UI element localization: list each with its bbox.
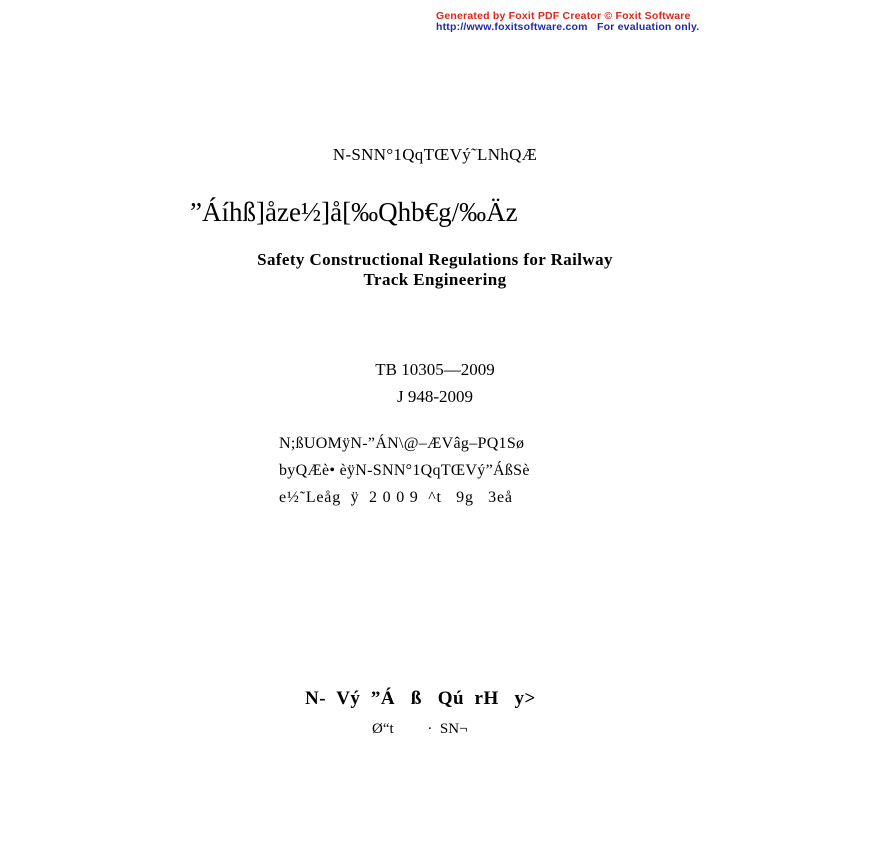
press-date: Ø“t · SN¬ <box>372 721 468 737</box>
document-title-en-line-2: Track Engineering <box>363 270 507 289</box>
record-code: J 948-2009 <box>396 387 474 406</box>
document-title-cn: ”Áíhß]åze½]å[‰Qhb€g/‰Äz <box>190 197 518 227</box>
approval-line-2: byQÆè• èÿN-SNN°1QqTŒVý”ÁßSè <box>279 462 530 479</box>
publisher-line: N-SNN°1QqTŒVý˜LNhQÆ <box>332 145 538 164</box>
watermark-line-1: Generated by Foxit PDF Creator © Foxit Software <box>436 10 691 22</box>
standard-code: TB 10305—2009 <box>375 360 495 379</box>
approval-line-1: N;ßUOMÿN-”ÁN\@–ÆVâg–PQ1Sø <box>279 435 525 452</box>
document-title-en-line-1: Safety Constructional Regulations for Railway <box>257 250 613 269</box>
press-name: N- Vý ”Á ß Qú rH y> <box>305 688 536 709</box>
watermark-line-2: http://www.foxitsoftware.com For evaluation only. <box>436 21 700 33</box>
approval-line-3: e½˜Leåg ÿ 2 0 0 9 ^t 9g 3eå <box>279 489 513 506</box>
